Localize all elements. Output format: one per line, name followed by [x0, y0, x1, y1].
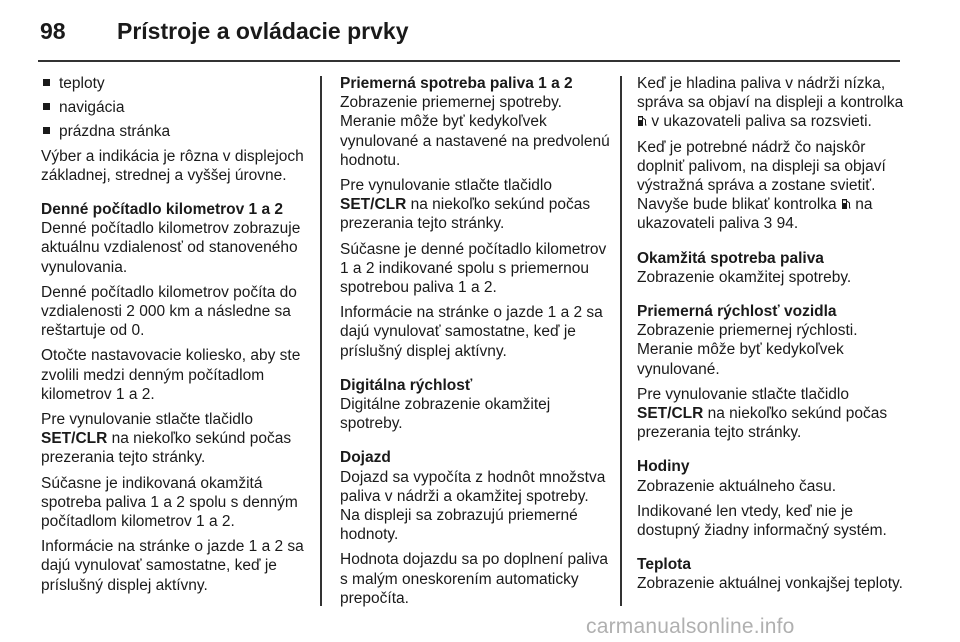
- text: na ukazovateli paliva: [637, 196, 873, 233]
- fuel-pump-icon: [841, 198, 851, 210]
- text: Keď je potrebné nádrž čo najskôr doplniť palivom, na displeji sa objaví výstražná správa a zostane svietiť. Navyše bude blikať kontrolka: [637, 138, 886, 214]
- set-clr-label: SET/CLR: [340, 196, 407, 214]
- section-heading-avg-fuel: Priemerná spotreba paliva 1 a 2: [340, 75, 573, 92]
- paragraph: Informácie na stránke o jazde 1 a 2 sa dajú vynulovať samostatne, keď je príslušný displej aktívny.: [340, 304, 603, 360]
- text: v ukazovateli paliva sa rozsvieti.: [651, 113, 872, 131]
- paragraph: Súčasne je indikovaná okamžitá spotreba paliva 1 a 2 spolu s denným počítadlom kilometrov 1 a 2.: [41, 474, 298, 531]
- column-1: [41, 74, 313, 601]
- paragraph: Súčasne je denné počítadlo kilometrov 1 a 2 indikované spolu s priemernou spotrebou paliva 1 a 2.: [340, 240, 607, 297]
- paragraph: Informácie na stránke o jazde 1 a 2 sa dajú vynulovať samostatne, keď je príslušný displej aktívny.: [41, 538, 304, 594]
- paragraph: Zobrazenie okamžitej spotreby.: [637, 268, 852, 286]
- paragraph: Zobrazenie priemernej spotreby. Meranie môže byť kedykoľvek vynulované a nastavené na predvolenú hodnotu.: [340, 94, 610, 169]
- set-clr-label: SET/CLR: [637, 405, 704, 423]
- list-item: prázdna stránka: [41, 122, 313, 141]
- paragraph: Dojazd sa vypočíta z hodnôt množstva paliva v nádrži a okamžitej spotreby. Na displeji sa zobrazujú priemerné hodnoty.: [340, 468, 606, 544]
- section-heading-avg-speed: Priemerná rýchlosť vozidla: [637, 303, 837, 321]
- page-reference-link[interactable]: 3 94: [763, 215, 794, 233]
- paragraph: [41, 410, 313, 468]
- text: Pre vynulovanie stlačte tlačidlo: [637, 385, 849, 403]
- paragraph: [637, 385, 909, 443]
- page-header-title: Prístroje a ovládacie prvky: [117, 18, 409, 44]
- paragraph: Denné počítadlo kilometrov počíta do vzdialenosti 2 000 km a následne sa reštartuje od 0.: [41, 283, 297, 340]
- fuel-pump-icon: [637, 115, 647, 127]
- section-heading-instant-fuel: Okamžitá spotreba paliva: [637, 249, 824, 267]
- section-heading-digital-speed: Digitálna rýchlosť: [340, 376, 473, 394]
- paragraph: Hodnota dojazdu sa po doplnení paliva s malým oneskorením automaticky prepočíta.: [340, 551, 609, 607]
- text: Pre vynulovanie stlačte tlačidlo: [340, 177, 552, 195]
- paragraph: Keď je potrebné nádrž čo najskôr doplniť palivom, na displeji sa objaví výstražná správa a zostane svietiť. Navyše bude blikať kontrolka na ukazovateli paliva 3 94.: [637, 138, 886, 233]
- section-heading-temperature: Teplota: [637, 556, 691, 574]
- text: na niekoľko sekúnd počas prezerania tejto stránky.: [340, 196, 591, 233]
- column-divider-1: [320, 76, 322, 606]
- section-heading-range: Dojazd: [340, 449, 391, 467]
- intro-paragraph: Výber a indikácia je rôzna v displejoch základnej, strednej a vyššej úrovne.: [41, 147, 304, 184]
- text: Pre vynulovanie stlačte tlačidlo: [41, 411, 253, 429]
- paragraph: [637, 74, 909, 132]
- paragraph: Digitálne zobrazenie okamžitej spotreby.: [340, 396, 551, 433]
- list-item: navigácia: [41, 98, 313, 117]
- list-item: teploty: [41, 74, 313, 93]
- paragraph: Zobrazenie aktuálneho času.: [637, 477, 837, 495]
- watermark: carmanualsonline.info: [586, 615, 795, 638]
- paragraph: Otočte nastavovacie koliesko, aby ste zvolili medzi denným počítadlom kilometrov 1 a 2.: [41, 347, 301, 403]
- header-rule: [38, 60, 900, 62]
- bullet-list: [41, 74, 313, 142]
- text: na niekoľko sekúnd počas prezerania tejto stránky.: [41, 430, 292, 467]
- paragraph: [340, 176, 610, 234]
- column-2: [340, 74, 610, 614]
- set-clr-label: SET/CLR: [41, 430, 108, 448]
- column-3: [637, 74, 909, 600]
- text: na niekoľko sekúnd počas prezerania tejto stránky.: [637, 405, 888, 442]
- paragraph: Denné počítadlo kilometrov zobrazuje aktuálnu vzdialenosť od stanoveného vynulovania.: [41, 220, 301, 276]
- text: Keď je hladina paliva v nádrži nízka, správa sa objaví na displeji a kontrolka: [637, 75, 904, 112]
- paragraph: Zobrazenie priemernej rýchlosti. Meranie môže byť kedykoľvek vynulované.: [637, 322, 858, 378]
- section-heading-clock: Hodiny: [637, 458, 690, 476]
- paragraph: Indikované len vtedy, keď nie je dostupný žiadny informačný systém.: [637, 502, 887, 540]
- section-heading-trip-odometer: Denné počítadlo kilometrov 1 a 2: [41, 201, 284, 219]
- paragraph: Zobrazenie aktuálnej vonkajšej teploty.: [637, 575, 903, 593]
- column-divider-2: [620, 76, 622, 606]
- page-number: 98: [40, 18, 66, 44]
